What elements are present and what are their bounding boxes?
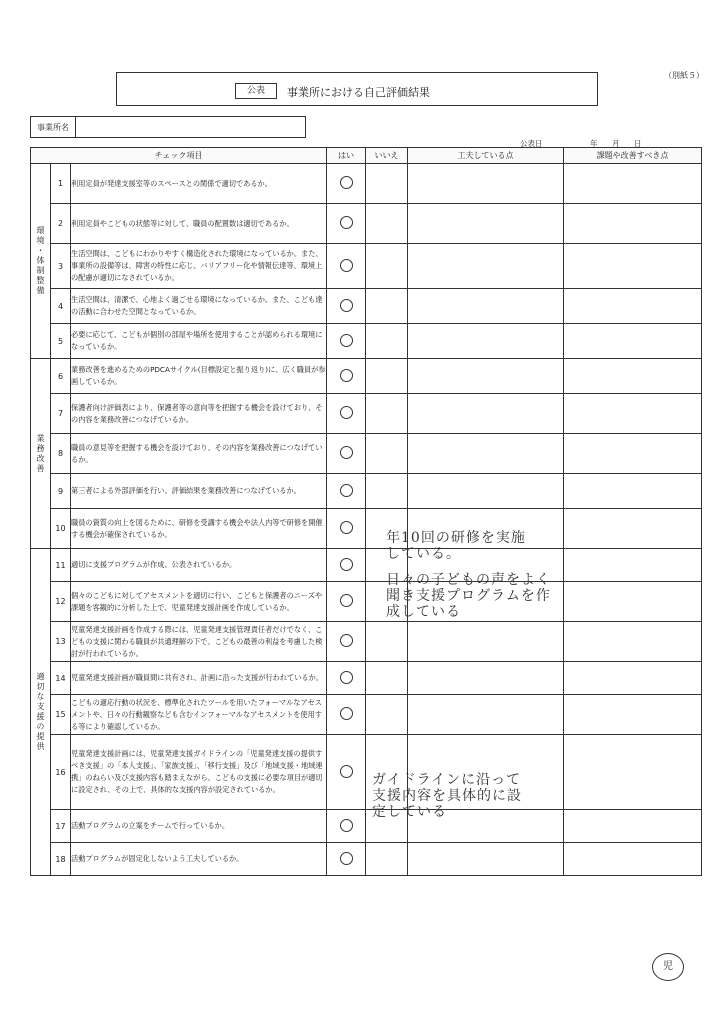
section-label: 環境・体制整備 (31, 164, 51, 359)
no-cell[interactable] (366, 289, 408, 324)
issue-cell[interactable] (564, 735, 702, 810)
item-number: 13 (51, 622, 71, 662)
item-text: 保護者向け評価表により、保護者等の意向等を把握する機会を設けており、その内容を業務改善につなげているか。 (71, 394, 327, 434)
item-number: 16 (51, 735, 71, 810)
pubdate-day: 日 (634, 139, 642, 148)
item-text: 活動プログラムの立案をチームで行っているか。 (71, 810, 327, 843)
yes-cell[interactable] (327, 244, 366, 289)
attachment-label: （別紙５） (664, 71, 704, 80)
effort-cell[interactable] (408, 474, 564, 509)
effort-cell[interactable] (408, 359, 564, 394)
item-number: 18 (51, 843, 71, 876)
section-label: 業務改善 (31, 359, 51, 549)
effort-cell[interactable] (408, 434, 564, 474)
yes-circle-mark (340, 521, 353, 534)
issue-cell[interactable] (564, 434, 702, 474)
yes-circle-mark (340, 259, 353, 272)
no-cell[interactable] (366, 204, 408, 244)
item-number: 5 (51, 324, 71, 359)
issue-cell[interactable] (564, 164, 702, 204)
effort-cell[interactable] (408, 324, 564, 359)
handwritten-note-11: 日々の子どもの声をよく聞き支援プログラムを作成している (386, 572, 551, 620)
effort-cell[interactable] (408, 164, 564, 204)
yes-cell[interactable] (327, 289, 366, 324)
yes-cell[interactable] (327, 843, 366, 876)
item-text: 第三者による外部評価を行い、評価結果を業務改善につなげているか。 (71, 474, 327, 509)
item-text: こどもの適応行動の状況を、標準化されたツールを用いたフォーマルなアセスメントや、日々の行動観察なども含むインフォーマルなアセスメントを使用する等により確認しているか。 (71, 695, 327, 735)
handwritten-note-10: 年10回の研修を実施している。 (386, 530, 526, 562)
yes-circle-mark (340, 671, 353, 684)
section-label: 適切な支援の提供 (31, 549, 51, 876)
item-number: 4 (51, 289, 71, 324)
yes-circle-mark (340, 634, 353, 647)
no-cell[interactable] (366, 394, 408, 434)
yes-circle-mark (340, 707, 353, 720)
no-cell[interactable] (366, 359, 408, 394)
item-text: 児童発達支援計画が職員間に共有され、計画に沿った支援が行われているか。 (71, 662, 327, 695)
office-name-field[interactable] (76, 116, 306, 138)
item-number: 3 (51, 244, 71, 289)
yes-cell[interactable] (327, 359, 366, 394)
pubdate-year: 年 (590, 139, 598, 148)
effort-cell[interactable] (408, 843, 564, 876)
yes-circle-mark (340, 594, 353, 607)
yes-circle-mark (340, 299, 353, 312)
effort-cell[interactable] (408, 622, 564, 662)
table-row (31, 735, 702, 810)
header-yes: はい (327, 148, 366, 164)
effort-cell[interactable] (408, 662, 564, 695)
item-number: 2 (51, 204, 71, 244)
yes-cell[interactable] (327, 509, 366, 549)
effort-cell[interactable] (408, 244, 564, 289)
issue-cell[interactable] (564, 662, 702, 695)
handwritten-note-16: ガイドラインに沿って支援内容を具体的に設定している (372, 772, 522, 820)
table-row (31, 810, 702, 843)
yes-cell[interactable] (327, 324, 366, 359)
yes-cell[interactable] (327, 474, 366, 509)
item-text: 職員の意見等を把握する機会を設けており、その内容を業務改善につなげているか。 (71, 434, 327, 474)
item-text: 生活空間は、こどもにわかりやすく構造化された環境になっているか。また、事業所の設備等は、障害の特性に応じ、バリアフリー化や情報伝達等、環境上の配慮が適切になされているか。 (71, 244, 327, 289)
no-cell[interactable] (366, 474, 408, 509)
table-row (31, 394, 702, 434)
issue-cell[interactable] (564, 204, 702, 244)
issue-cell[interactable] (564, 289, 702, 324)
title-box (116, 72, 598, 106)
office-name-label: 事業所名 (30, 116, 76, 138)
yes-circle-mark (340, 765, 353, 778)
issue-cell[interactable] (564, 549, 702, 582)
pubdate-month: 月 (612, 139, 620, 148)
yes-cell[interactable] (327, 662, 366, 695)
no-cell[interactable] (366, 662, 408, 695)
table-row (31, 434, 702, 474)
page-title: 事業所における自己評価結果 (287, 86, 430, 99)
item-number: 9 (51, 474, 71, 509)
yes-cell[interactable] (327, 394, 366, 434)
no-cell[interactable] (366, 164, 408, 204)
item-number: 1 (51, 164, 71, 204)
item-text: 利用定員が発達支援室等のスペースとの関係で適切であるか。 (71, 164, 327, 204)
issue-cell[interactable] (564, 324, 702, 359)
table-row (31, 582, 702, 622)
issue-cell[interactable] (564, 359, 702, 394)
item-number: 10 (51, 509, 71, 549)
item-text: 児童発達支援計画を作成する際には、児童発達支援管理責任者だけでなく、こどもの支援に関わる職員が共通理解の下で、こどもの最善の利益を考慮した検討が行われているか。 (71, 622, 327, 662)
yes-circle-mark (340, 446, 353, 459)
item-text: 生活空間は、清潔で、心地よく過ごせる環境になっているか。また、こども達の活動に合わせた空間となっているか。 (71, 289, 327, 324)
no-cell[interactable] (366, 434, 408, 474)
issue-cell[interactable] (564, 810, 702, 843)
yes-circle-mark (340, 176, 353, 189)
item-number: 14 (51, 662, 71, 695)
no-cell[interactable] (366, 622, 408, 662)
item-text: 業務改善を進めるためのPDCAサイクル(目標設定と振り返り)に、広く職員が参画しているか。 (71, 359, 327, 394)
table-row (31, 204, 702, 244)
corner-stamp: 児 (652, 953, 684, 981)
yes-cell[interactable] (327, 434, 366, 474)
yes-cell[interactable] (327, 549, 366, 582)
table-row (31, 164, 702, 204)
yes-circle-mark (340, 558, 353, 571)
item-number: 15 (51, 695, 71, 735)
item-text: 活動プログラムが固定化しないよう工夫しているか。 (71, 843, 327, 876)
issue-cell[interactable] (564, 244, 702, 289)
yes-circle-mark (340, 369, 353, 382)
yes-circle-mark (340, 406, 353, 419)
item-number: 11 (51, 549, 71, 582)
issue-cell[interactable] (564, 622, 702, 662)
item-text: 必要に応じて、こどもが個別の部屋や場所を使用することが認められる環境になっているか。 (71, 324, 327, 359)
effort-cell[interactable] (408, 695, 564, 735)
no-cell[interactable] (366, 695, 408, 735)
header-check: チェック項目 (31, 148, 327, 164)
effort-cell[interactable] (408, 394, 564, 434)
table-row (31, 509, 702, 549)
item-text: 個々のこどもに対してアセスメントを適切に行い、こどもと保護者のニーズや課題を客観的に分析した上で、児童発達支援計画を作成しているか。 (71, 582, 327, 622)
header-row (31, 148, 702, 164)
table-row (31, 662, 702, 695)
item-number: 17 (51, 810, 71, 843)
issue-cell[interactable] (564, 582, 702, 622)
item-text: 職員の資質の向上を図るために、研修を受講する機会や法人内等で研修を開催する機会が確保されているか。 (71, 509, 327, 549)
header-effort: 工夫している点 (408, 148, 564, 164)
effort-cell[interactable] (408, 289, 564, 324)
yes-cell[interactable] (327, 582, 366, 622)
table-row (31, 324, 702, 359)
issue-cell[interactable] (564, 695, 702, 735)
item-text: 児童発達支援計画には、児童発達支援ガイドラインの「児童発達支援の提供すべき支援」の「本人支援」、「家族支援」、「移行支援」及び「地域支援・地域連携」のねらい及び支援内容も踏まえながら、こどもの支援に必要な項目が適切に設定され、その上で、具体的な支援内容が設定されているか。 (71, 735, 327, 810)
yes-cell[interactable] (327, 204, 366, 244)
item-number: 7 (51, 394, 71, 434)
yes-cell[interactable] (327, 164, 366, 204)
public-badge: 公表 (235, 83, 277, 99)
effort-cell[interactable] (408, 204, 564, 244)
table-row (31, 289, 702, 324)
issue-cell[interactable] (564, 394, 702, 434)
table-row (31, 843, 702, 876)
table-row (31, 359, 702, 394)
yes-cell[interactable] (327, 735, 366, 810)
table-row (31, 244, 702, 289)
table-row (31, 549, 702, 582)
table-row (31, 474, 702, 509)
issue-cell[interactable] (564, 843, 702, 876)
yes-cell[interactable] (327, 622, 366, 662)
yes-circle-mark (340, 852, 353, 865)
evaluation-table (30, 147, 702, 876)
no-cell[interactable] (366, 324, 408, 359)
item-text: 利用定員やこどもの状態等に対して、職員の配置数は適切であるか。 (71, 204, 327, 244)
table-row (31, 695, 702, 735)
yes-circle-mark (340, 216, 353, 229)
yes-circle-mark (340, 819, 353, 832)
item-number: 12 (51, 582, 71, 622)
item-number: 8 (51, 434, 71, 474)
yes-circle-mark (340, 484, 353, 497)
pubdate-label: 公表日 (520, 139, 543, 148)
item-number: 6 (51, 359, 71, 394)
yes-circle-mark (340, 334, 353, 347)
no-cell[interactable] (366, 843, 408, 876)
issue-cell[interactable] (564, 509, 702, 549)
yes-cell[interactable] (327, 810, 366, 843)
table-row (31, 622, 702, 662)
header-issue: 課題や改善すべき点 (564, 148, 702, 164)
item-text: 適切に支援プログラムが作成、公表されているか。 (71, 549, 327, 582)
header-no: いいえ (366, 148, 408, 164)
no-cell[interactable] (366, 244, 408, 289)
yes-cell[interactable] (327, 695, 366, 735)
issue-cell[interactable] (564, 474, 702, 509)
